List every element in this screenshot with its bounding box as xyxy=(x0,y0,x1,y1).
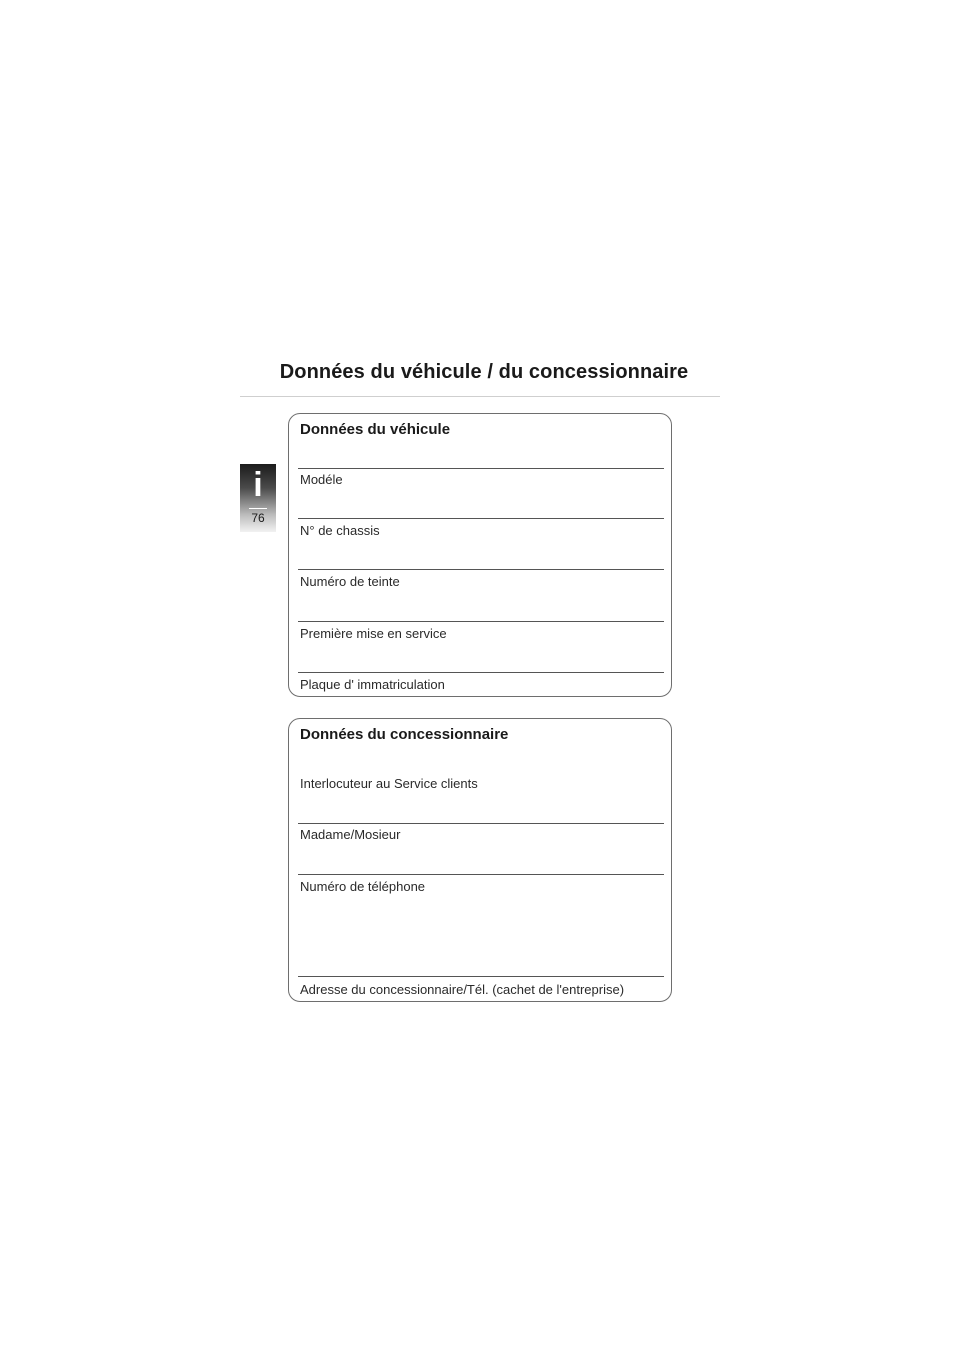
model-field-label: Modéle xyxy=(300,472,343,487)
chapter-tab xyxy=(240,464,276,532)
tab-divider xyxy=(249,508,267,509)
vehicle-data-box xyxy=(288,413,672,697)
registration-date-field-label: Première mise en service xyxy=(300,626,447,641)
vehicle-box-title: Données du véhicule xyxy=(300,421,451,438)
salutation-field-line xyxy=(298,823,664,824)
contact-person-field-label: Interlocuteur au Service clients xyxy=(300,776,478,791)
page-title: Données du véhicule / du concessionnaire xyxy=(279,361,689,383)
chassis-field-line xyxy=(298,518,664,519)
phone-field-label: Numéro de téléphone xyxy=(300,879,426,894)
phone-field-line xyxy=(298,874,664,875)
dealer-address-field-line xyxy=(298,976,664,977)
model-field-line xyxy=(298,468,664,469)
dealer-box-title: Données du concessionnaire xyxy=(300,726,509,743)
license-plate-field-line xyxy=(298,672,664,673)
dealer-address-field-label: Adresse du concessionnaire/Tél. (cachet de l'entreprise) xyxy=(300,982,625,997)
salutation-field-label: Madame/Mosieur xyxy=(300,827,401,842)
chassis-field-label: N° de chassis xyxy=(300,523,380,538)
info-icon: i xyxy=(253,466,263,504)
dealer-data-box xyxy=(288,718,672,1002)
paint-field-line xyxy=(298,569,664,570)
paint-field-label: Numéro de teinte xyxy=(300,574,400,589)
license-plate-field-label: Plaque d' immatriculation xyxy=(300,677,445,692)
title-divider xyxy=(240,396,720,397)
registration-date-field-line xyxy=(298,621,664,622)
page-number: 76 xyxy=(251,511,265,525)
